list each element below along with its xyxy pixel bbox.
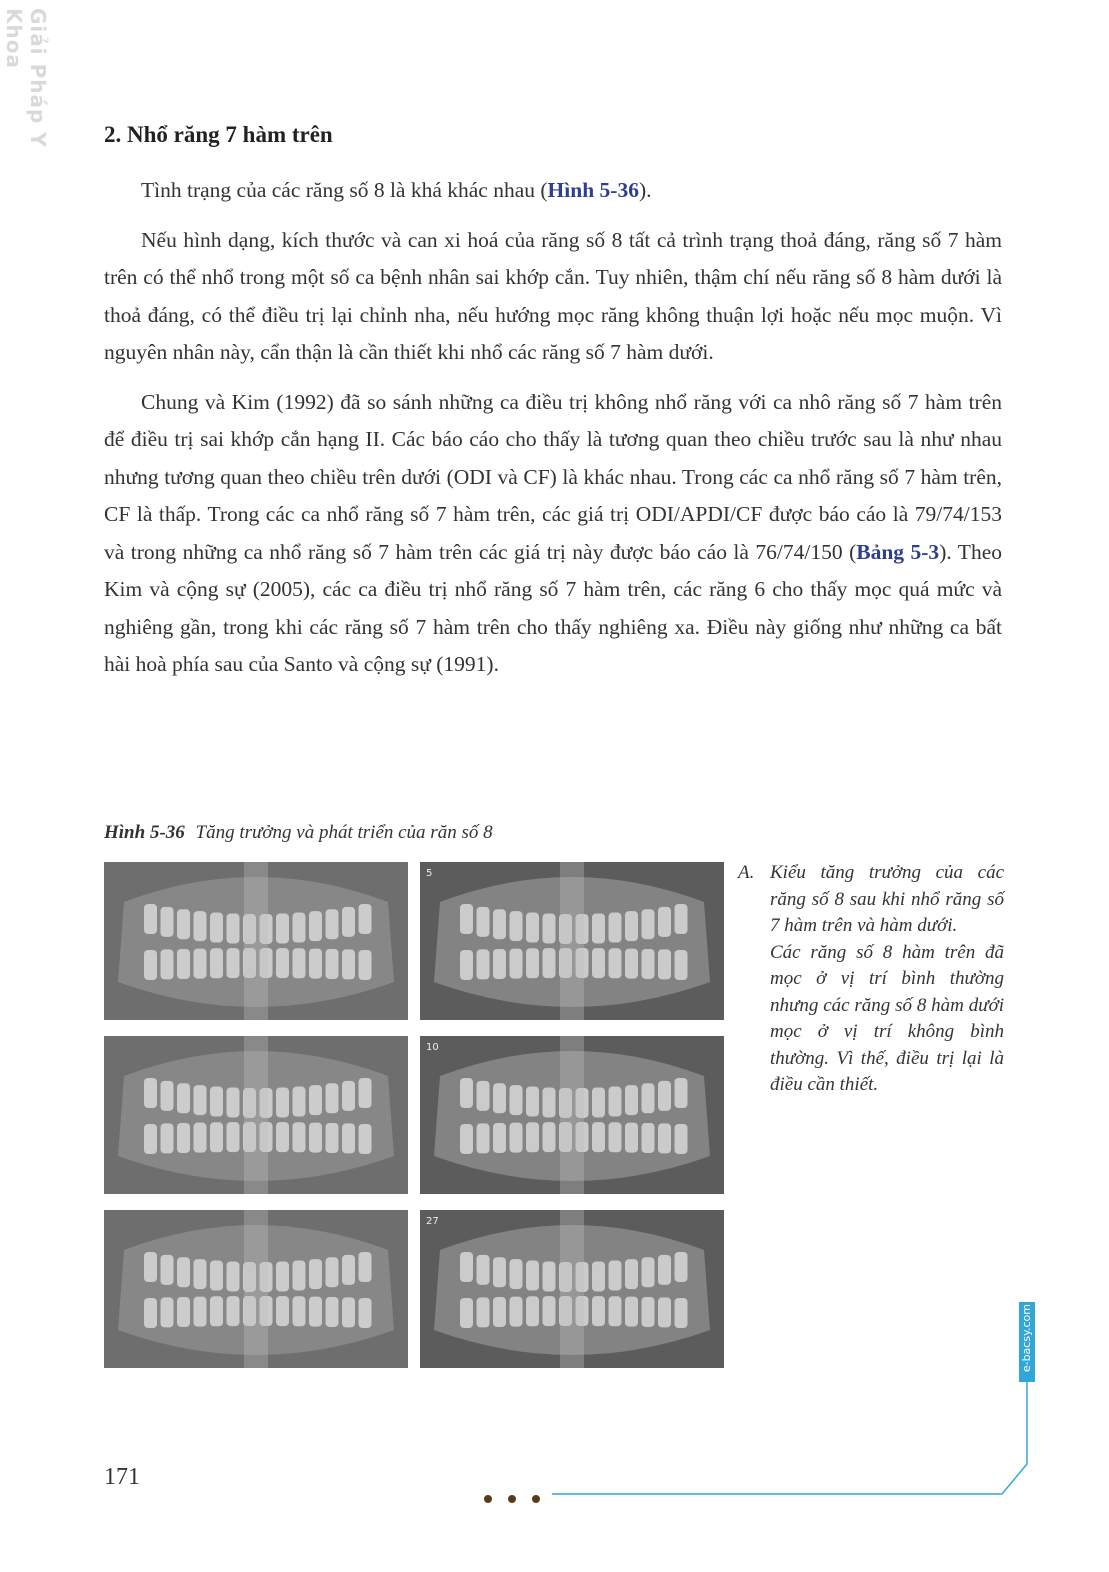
figure-xray-grid	[104, 862, 724, 1368]
xray-4	[420, 1036, 724, 1194]
xray-1	[104, 862, 408, 1020]
brand-tab	[1019, 1302, 1035, 1382]
paragraph-3	[104, 384, 1002, 684]
paragraph-text: Nếu hình dạng, kích thước và can xi hoá của răng số 8 tất cả trình trạng thoả đáng, răng số 7 hàm trên có thể nhổ trong một số ca bệnh nhân sai khớp cắn. Tuy nhiên, thậm chí nếu răng số 8 hàm dưới là thoả đáng, có thể điều trị lại chỉnh nha, nếu hướng mọc răng không thuận lợi hoặc nếu mọc muộn. Vì nguyên nhân này, cẩn thận là cần thiết khi nhổ các răng số 7 hàm dưới.	[104, 227, 1002, 364]
figure-reference: Bảng 5-3	[856, 539, 940, 564]
paragraph-text: Tình trạng của các răng số 8 là khá khác nhau (	[141, 178, 548, 202]
note-item-a	[738, 860, 1004, 940]
figure-label: Hình 5-36	[104, 822, 185, 843]
page-number: 171	[104, 1464, 140, 1490]
paragraph-1	[104, 172, 1002, 210]
figure-side-note	[738, 860, 1004, 1105]
figure-reference: Hình 5-36	[547, 178, 639, 202]
xray-corner-label: 5	[426, 868, 433, 879]
note-letter: A.	[738, 862, 755, 883]
xray-corner-label: 10	[426, 1042, 439, 1053]
xray-3	[104, 1036, 408, 1194]
xray-2	[420, 862, 724, 1020]
brand-text: e-bacsy.com	[1020, 1304, 1033, 1373]
figure-caption-text: Tăng trưởng và phát triển của răn số 8	[195, 822, 493, 843]
paragraph-text: ).	[638, 178, 652, 202]
note-second-text: Các răng số 8 hàm trên đã mọc ở vị trí bình thường nhưng các răng số 8 hàm dưới mọc ở vị trí không bình thường. Vì thế, điều trị lại là điều cần thiết.	[770, 941, 1004, 1095]
side-watermark	[2, 8, 50, 208]
watermark-text: Giải Pháp Y Khoa	[2, 8, 50, 148]
xray-corner-label: 27	[426, 1216, 439, 1227]
dot	[508, 1495, 516, 1503]
dot	[532, 1495, 540, 1503]
figure-caption	[104, 822, 493, 844]
note-first-text: Kiểu tăng trưởng của các răng số 8 sau khi nhổ răng số 7 hàm trên và hàm dưới.	[770, 862, 1004, 936]
dot	[484, 1495, 492, 1503]
section-heading: 2. Nhổ răng 7 hàm trên	[104, 122, 333, 147]
xray-6	[420, 1210, 724, 1368]
paragraph-2	[104, 222, 1002, 372]
body-text	[104, 172, 1002, 696]
xray-5	[104, 1210, 408, 1368]
paragraph-text: Chung và Kim (1992) đã so sánh những ca điều trị không nhổ răng với ca nhô răng số 7 hàm trên để điều trị sai khớp cắn hạng II. Các báo cáo cho thấy là tương quan theo chiều trước sau là như nhau nhưng tương quan theo chiều trên dưới (ODI và CF) là khác nhau. Trong các ca nhổ răng số 7 hàm trên, CF là thấp. Trong các ca nhổ răng số 7 hàm trên, các giá trị ODI/APDI/CF được báo cáo là 79/74/153 và trong những ca nhổ răng số 7 hàm trên các giá trị này được báo cáo là 76/74/150 (	[104, 389, 1002, 564]
paragraph-text: ). Theo Kim và cộng sự (2005), các ca điều trị nhổ răng số 7 hàm trên, các răng 6 cho thấy mọc quá mức và nghiêng gần, trong khi các răng số 7 hàm trên cho thấy nghiêng xa. Điều này giống như những ca bất hài hoà phía sau của Santo và cộng sự (1991).	[104, 539, 1002, 676]
decorative-dots	[484, 1488, 556, 1507]
